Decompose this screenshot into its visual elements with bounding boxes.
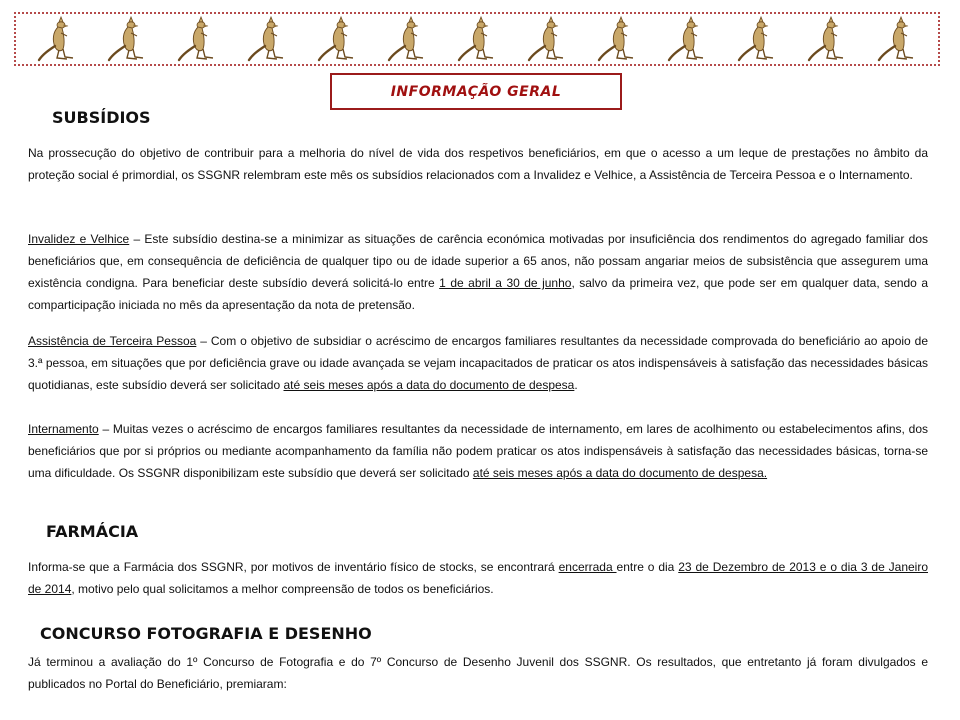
page-title: INFORMAÇÃO GERAL	[390, 83, 562, 100]
heading-concurso: CONCURSO FOTOGRAFIA E DESENHO	[40, 624, 372, 643]
invalidez-label: Invalidez e Velhice	[28, 232, 130, 246]
kangaroo-icon	[597, 16, 637, 62]
invalidez-text1: – Este subsídio destina-se a minimizar as situações de carência económica motivadas por insuficiência dos rendimentos do agregado familiar dos beneficiários que, em consequência de deficiência de qualquer tipo ou de idade superior a 65 anos, não possam angariar meios de subsistência que assegurem uma existência condigna. Para beneficiar deste subsídio deverá solicitá-lo entre	[28, 232, 928, 290]
assistencia-label: Assistência de Terceira Pessoa	[28, 334, 197, 348]
heading-farmacia: FARMÁCIA	[46, 522, 139, 541]
kangaroo-icon	[877, 16, 917, 62]
internamento-deadline: até seis meses após a data do documento de despesa.	[472, 466, 768, 480]
assistencia-paragraph	[28, 330, 928, 396]
kangaroo-icon	[667, 16, 707, 62]
farmacia-text1: Informa-se que a Farmácia dos SSGNR, por motivos de inventário físico de stocks, se encontrará	[28, 560, 559, 574]
title-box	[330, 73, 622, 110]
farmacia-text2: entre o dia	[616, 560, 679, 574]
kangaroo-icon	[737, 16, 777, 62]
subsidios-intro: Na prossecução do objetivo de contribuir para a melhoria do nível de vida dos respetivos beneficiários, em que o acesso a um leque de prestações no âmbito da proteção social é primordial, os SSGNR relembram este mês os subsídios relacionados com a Invalidez e Velhice, a Assistência de Terceira Pessoa e o Internamento.	[28, 146, 928, 182]
kangaroo-icon	[177, 16, 217, 62]
assistencia-deadline: até seis meses após a data do documento de despesa	[283, 378, 575, 392]
kangaroo-icon	[247, 16, 287, 62]
kangaroo-icon	[527, 16, 567, 62]
farmacia-text3: , motivo pelo qual solicitamos a melhor compreensão de todos os beneficiários.	[71, 582, 494, 596]
invalidez-text2: , salvo da primeira vez, que pode ser em qualquer data, sendo a comparticipação iniciada no mês da apresentação da nota de pretensão.	[28, 276, 929, 312]
internamento-paragraph	[28, 418, 928, 484]
kangaroo-icon	[107, 16, 147, 62]
kangaroo-icon	[387, 16, 427, 62]
concurso-paragraph: Já terminou a avaliação do 1º Concurso de Fotografia e do 7º Concurso de Desenho Juvenil dos SSGNR. Os resultados, que entretanto já foram divulgados e publicados no Portal do Beneficiário, premiaram:	[28, 655, 928, 691]
farmacia-dates: 23 de Dezembro de 2013 e o dia 3 de Janeiro de 2014	[28, 560, 928, 596]
assistencia-text2: .	[574, 378, 578, 392]
invalidez-paragraph	[28, 228, 928, 316]
internamento-text1: – Muitas vezes o acréscimo de encargos familiares resultantes da necessidade de internamento, em lares de acolhimento ou estabelecimentos afins, dos beneficiários que por si próprios ou mediante acompanhamento da família não podem praticar os atos indispensáveis à satisfação das necessidades básicas, torna-se uma dificuldade. Os SSGNR disponibilizam este subsídio que deverá ser solicitado	[28, 422, 928, 480]
kangaroo-icon	[37, 16, 77, 62]
assistencia-text1: – Com o objetivo de subsidiar o acréscimo de encargos familiares resultantes da necessidade comprovada do beneficiário ao apoio de 3.ª pessoa, em situações que por deficiência grave ou idade avançada se vejam incapacitados de praticar os atos indispensáveis à satisfação das necessidades básicas quotidianas, este subsídio deverá ser solicitado	[28, 334, 929, 392]
kangaroo-banner	[14, 12, 940, 66]
kangaroo-icon	[457, 16, 497, 62]
invalidez-dates: 1 de abril a 30 de junho	[439, 276, 572, 290]
internamento-label: Internamento	[28, 422, 99, 436]
heading-subsidios: SUBSÍDIOS	[52, 108, 151, 127]
kangaroo-icon	[317, 16, 357, 62]
farmacia-paragraph	[28, 556, 928, 600]
kangaroo-icon	[807, 16, 847, 62]
farmacia-closed: encerrada	[558, 560, 617, 574]
